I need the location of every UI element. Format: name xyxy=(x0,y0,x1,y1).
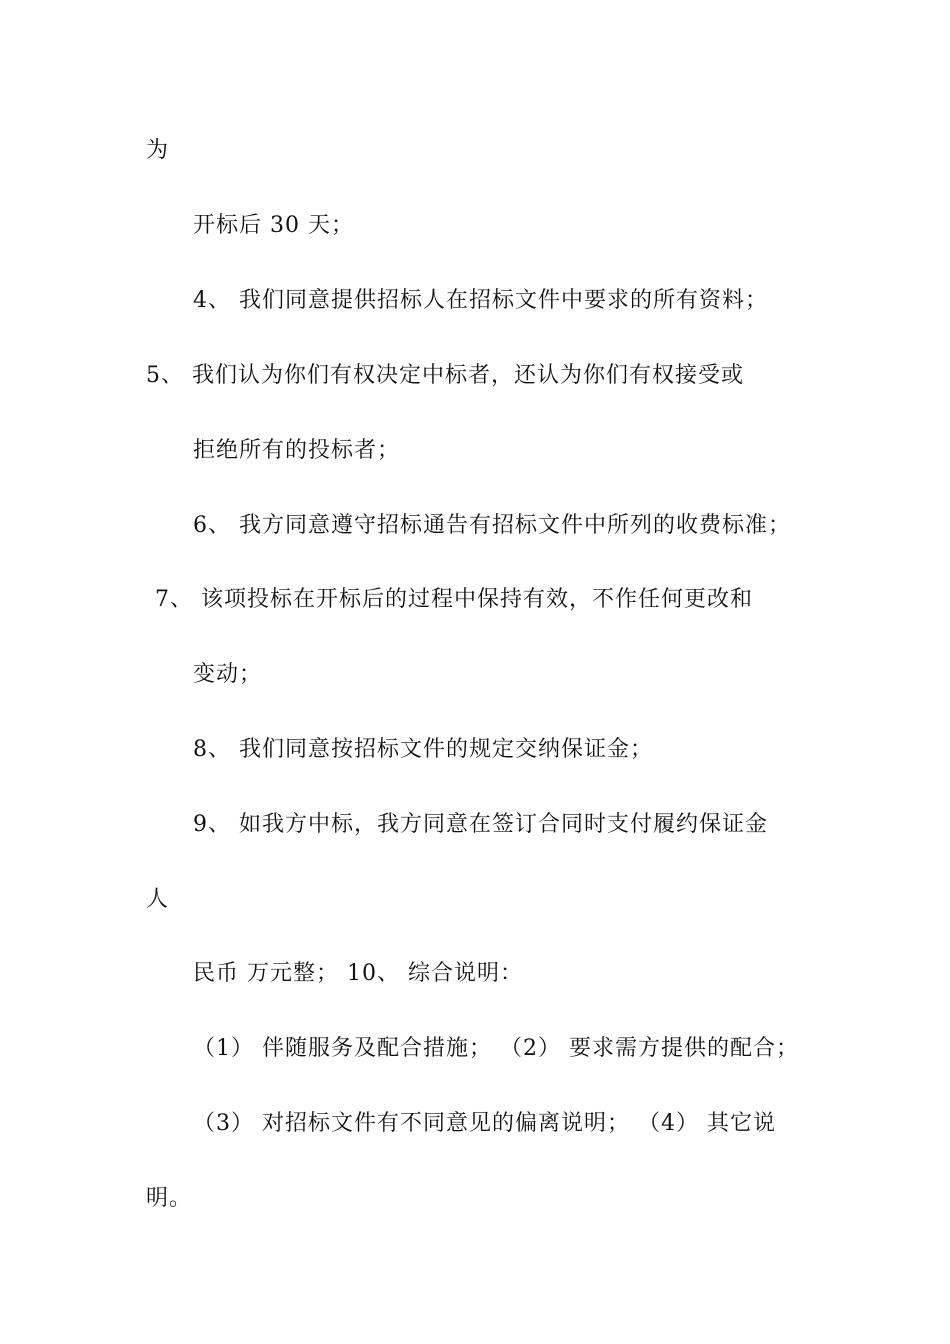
text-line-6: 6、 我方同意遵守招标通告有招标文件中所列的收费标准； xyxy=(193,513,791,538)
text-line-7: 7、 该项投标在开标后的过程中保持有效，不作任何更改和 xyxy=(155,587,753,612)
text-line-15: 明。 xyxy=(146,1186,193,1211)
text-line-12: 民币 万元整； 10、 综合说明： xyxy=(193,961,523,986)
text-line-5: 拒绝所有的投标者； xyxy=(193,438,401,463)
text-line-14: （3） 对招标文件有不同意见的偏离说明； （4） 其它说 xyxy=(193,1111,776,1136)
text-line-2: 开标后 30 天； xyxy=(193,213,354,238)
text-line-13: （1） 伴随服务及配合措施； （2） 要求需方提供的配合； xyxy=(193,1036,799,1061)
text-line-10: 9、 如我方中标，我方同意在签订合同时支付履约保证金 xyxy=(193,812,768,837)
text-line-1: 为 xyxy=(146,138,170,163)
text-line-11: 人 xyxy=(146,887,170,912)
text-line-9: 8、 我们同意按招标文件的规定交纳保证金； xyxy=(193,737,653,762)
text-line-3: 4、 我们同意提供招标人在招标文件中要求的所有资料； xyxy=(193,288,768,313)
text-line-8: 变动； xyxy=(193,662,263,687)
text-line-4: 5、 我们认为你们有权决定中标者，还认为你们有权接受或 xyxy=(146,363,744,388)
